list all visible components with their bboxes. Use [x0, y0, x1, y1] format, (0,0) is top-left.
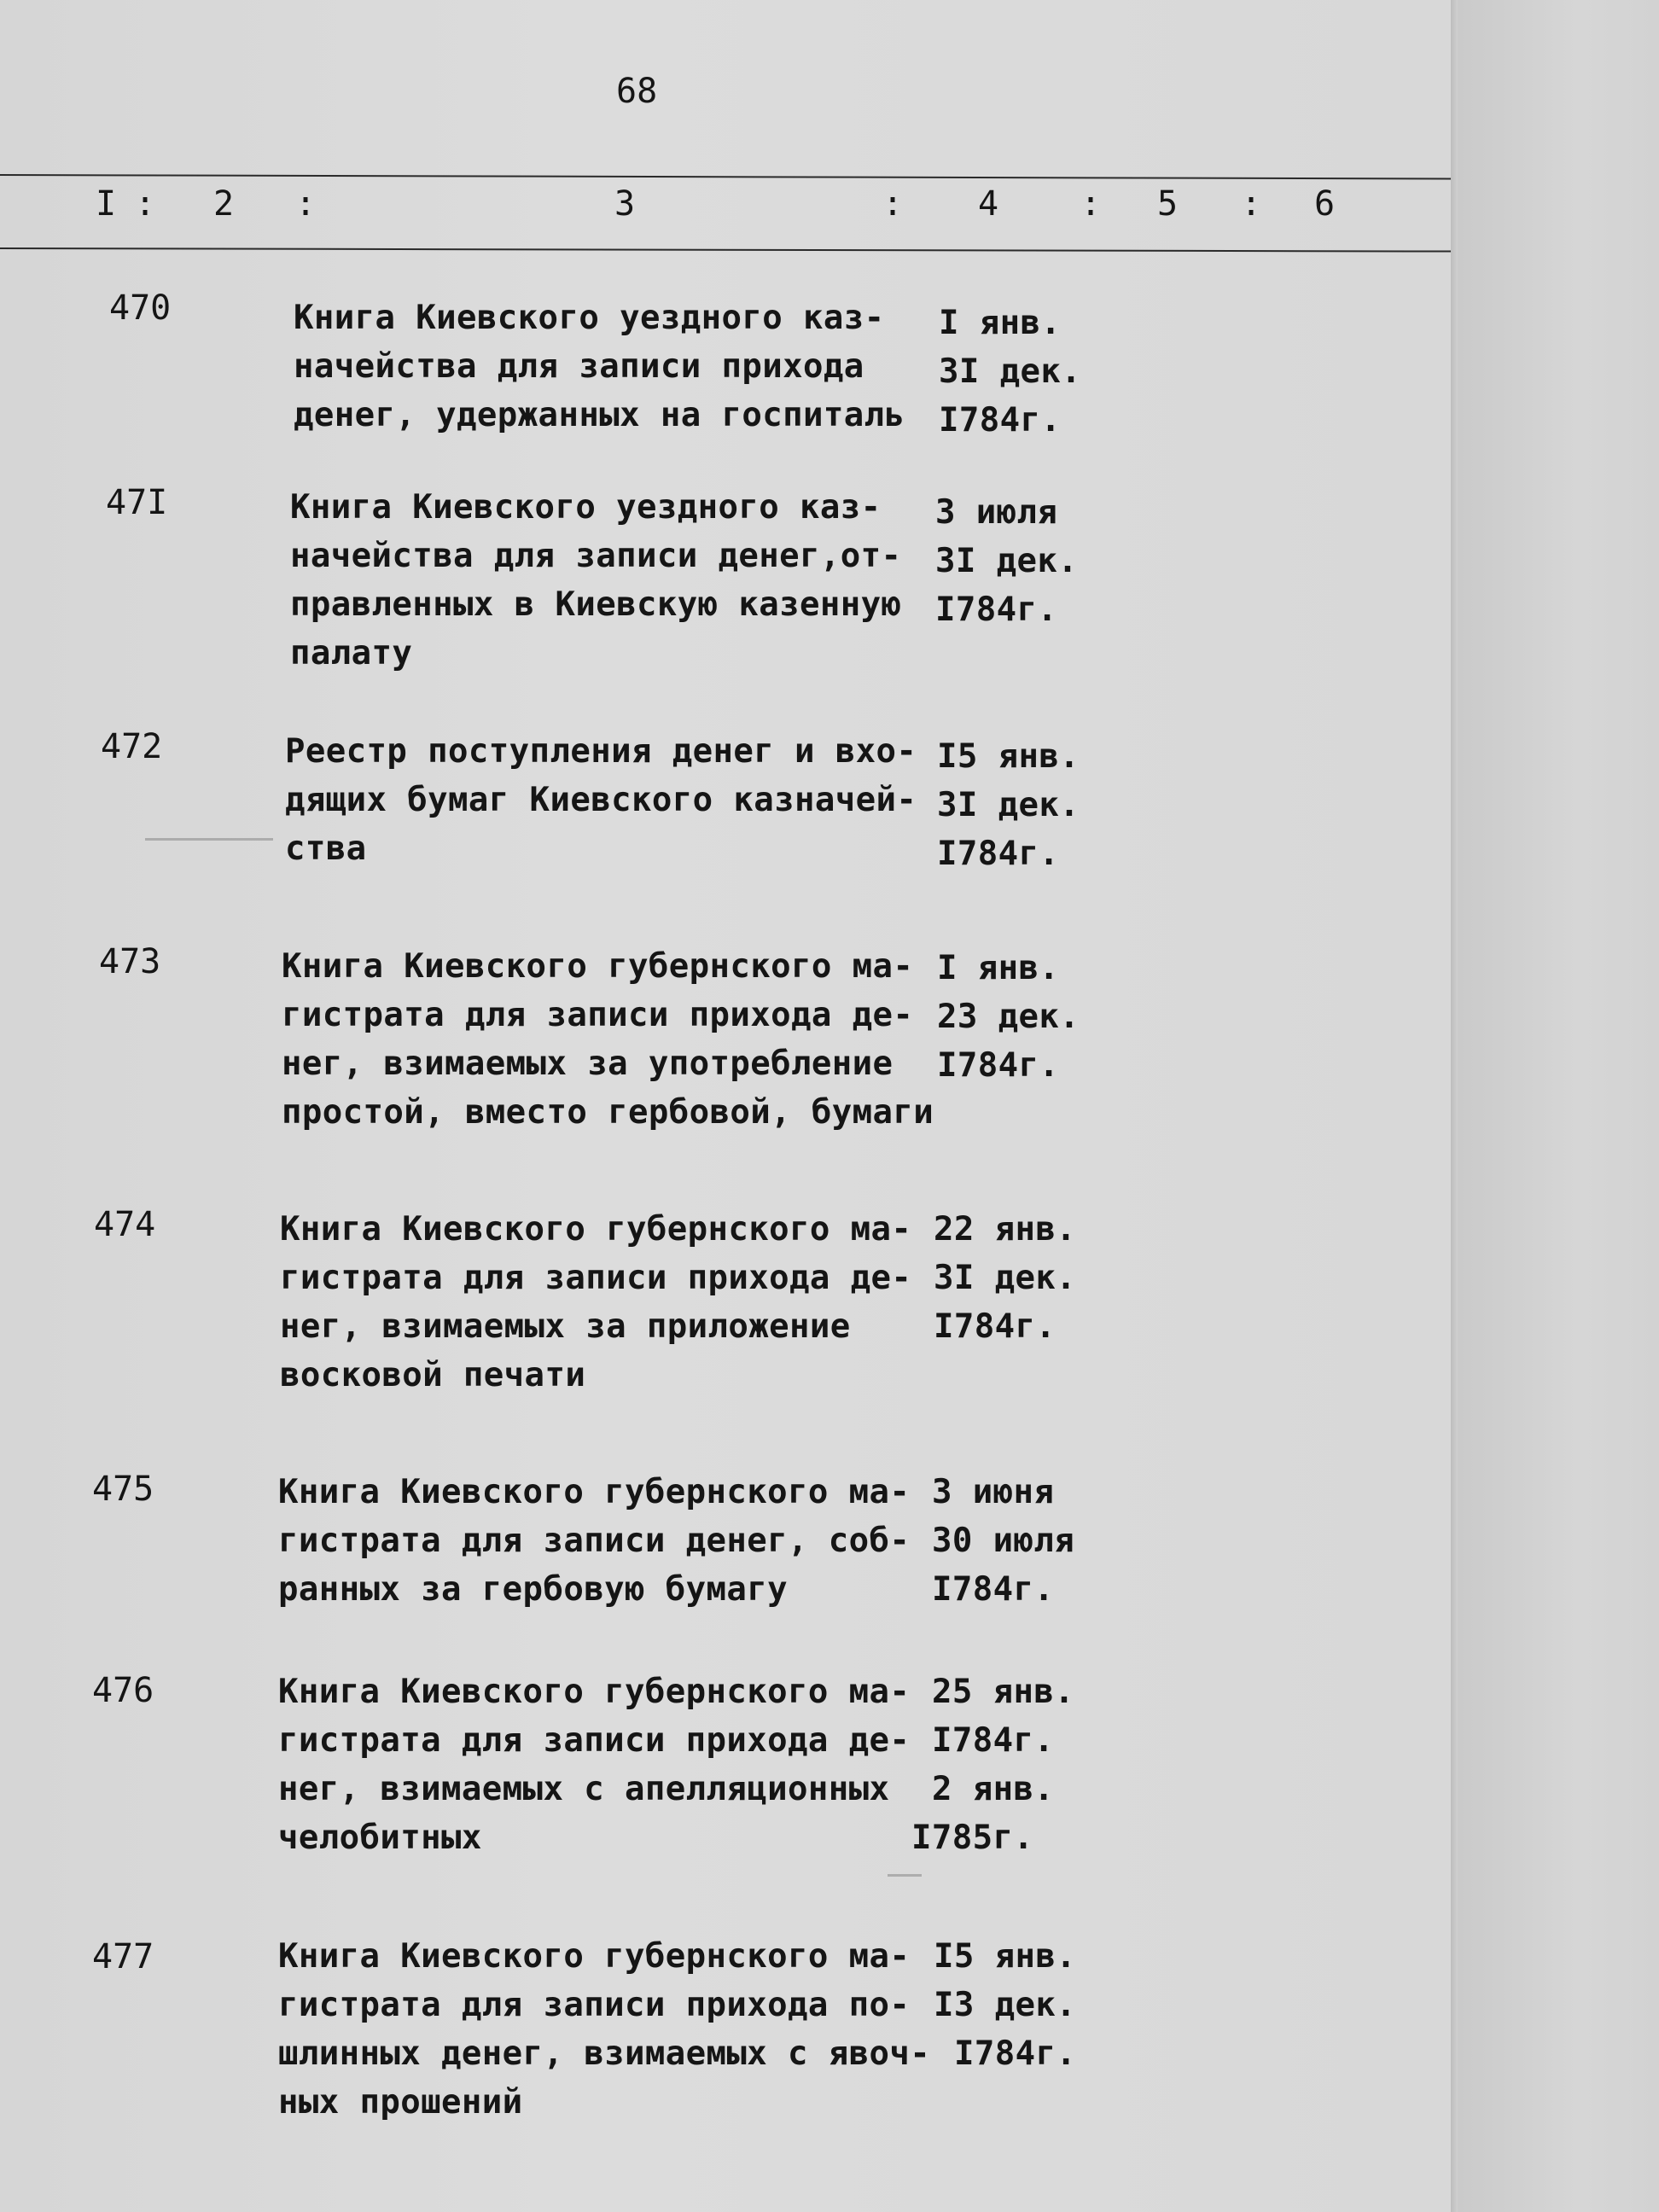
date-line: 23 дек. [937, 998, 1080, 1036]
column-separator: : [1241, 184, 1262, 224]
entry-description [290, 483, 901, 678]
description-line: начейства для записи денег,от- [290, 537, 902, 575]
entry-description [278, 1468, 910, 1614]
entry-dates [934, 1205, 1076, 1351]
date-line: 3I дек. [935, 542, 1079, 580]
column-header-4: 4 [978, 184, 999, 224]
column-header-3: 3 [614, 184, 636, 224]
description-line: шлинных денег, взимаемых с явоч- [278, 2034, 931, 2073]
entry-description [280, 1205, 911, 1400]
entry-number: 473 [99, 942, 161, 981]
entry-description [278, 1668, 910, 1862]
description-line: Книга Киевского губернского ма- [278, 1937, 911, 1976]
description-line: гистрата для записи прихода по- [278, 1986, 911, 2024]
description-line: ства [285, 830, 367, 868]
column-header-2: 2 [213, 184, 235, 224]
page-edge [1451, 0, 1458, 2212]
entry-number: 470 [109, 288, 172, 328]
description-line: восковой печати [280, 1356, 586, 1394]
date-line: 3I дек. [939, 352, 1082, 391]
date-line: 3I дек. [934, 1259, 1077, 1297]
date-line: 3I дек. [937, 786, 1080, 824]
date-line: I5 янв. [937, 737, 1080, 776]
entry-description [282, 942, 934, 1137]
date-line: I784г. [937, 835, 1060, 873]
scan-smudge [145, 838, 273, 841]
date-line: I785г. [911, 1819, 1034, 1857]
scan-smudge [888, 1874, 922, 1877]
date-line: 3 июля [935, 493, 1058, 532]
description-line: гистрата для записи прихода де- [280, 1259, 912, 1297]
description-line: дящих бумаг Киевского казначей- [285, 781, 917, 819]
date-line: I5 янв. [934, 1937, 1077, 1976]
description-line: палату [290, 634, 413, 672]
description-line: гистрата для записи прихода де- [278, 1721, 911, 1760]
date-line: I784г. [937, 1046, 1060, 1085]
date-line: I784г. [954, 2034, 1077, 2073]
description-line: Книга Киевского губернского ма- [280, 1210, 912, 1249]
description-line: Книга Киевского уездного каз- [294, 299, 885, 337]
entry-number: 477 [92, 1937, 154, 1976]
description-line: денег, удержанных на госпиталь [294, 396, 905, 434]
description-line: начейства для записи прихода [294, 347, 864, 386]
date-line: I784г. [935, 591, 1058, 629]
column-header-1: I [96, 184, 117, 224]
date-line: I янв. [937, 949, 1060, 987]
date-line: 25 янв. [932, 1673, 1075, 1711]
entry-dates [937, 732, 1080, 878]
description-line: Книга Киевского губернского ма- [278, 1673, 911, 1711]
entry-dates [932, 1468, 1074, 1614]
description-line: ранных за гербовую бумагу [278, 1570, 788, 1609]
date-line: I3 дек. [934, 1986, 1077, 2024]
entry-dates [937, 944, 1080, 1090]
date-line: I784г. [932, 1570, 1055, 1609]
column-header-6: 6 [1314, 184, 1336, 224]
description-line: ных прошений [278, 2083, 523, 2122]
description-line: нег, взимаемых за приложение [280, 1307, 851, 1346]
entry-number: 476 [92, 1671, 154, 1710]
entry-dates [911, 1668, 1075, 1862]
description-line: простой, вместо гербовой, бумаги [282, 1093, 934, 1132]
entry-number: 47I [106, 483, 168, 522]
description-line: гистрата для записи прихода де- [282, 996, 914, 1034]
column-separator: : [882, 184, 904, 224]
description-line: правленных в Киевскую казенную [290, 585, 902, 624]
date-line: I784г. [934, 1307, 1057, 1346]
description-line: гистрата для записи денег, соб- [278, 1522, 911, 1560]
date-line: 3 июня [932, 1473, 1055, 1511]
date-line: I янв. [939, 304, 1062, 342]
background-surface [1458, 0, 1659, 2212]
description-line: Реестр поступления денег и вхо- [285, 732, 917, 771]
description-line: челобитных [278, 1819, 482, 1857]
date-line: 22 янв. [934, 1210, 1077, 1249]
entry-dates [935, 488, 1078, 634]
entry-number: 475 [92, 1470, 154, 1509]
entry-dates [934, 1932, 1076, 2078]
column-header-5: 5 [1157, 184, 1179, 224]
column-separator: : [1080, 184, 1102, 224]
description-line: нег, взимаемых за употребление [282, 1045, 894, 1083]
entry-description [278, 1932, 930, 2127]
column-separator: : [295, 184, 317, 224]
entry-description [294, 294, 905, 439]
date-line: I784г. [932, 1721, 1055, 1760]
column-separator: : [135, 184, 156, 224]
entry-number: 472 [101, 727, 163, 766]
entry-dates [939, 299, 1081, 445]
description-line: Книга Киевского губернского ма- [278, 1473, 911, 1511]
entry-number: 474 [94, 1205, 156, 1244]
entry-description [285, 727, 917, 873]
description-line: нег, взимаемых с апелляционных [278, 1770, 890, 1808]
description-line: Книга Киевского губернского ма- [282, 947, 914, 986]
date-line: 30 июля [932, 1522, 1075, 1560]
page-number: 68 [616, 72, 658, 111]
description-line: Книга Киевского уездного каз- [290, 488, 882, 527]
date-line: I784г. [939, 401, 1062, 439]
date-line: 2 янв. [932, 1770, 1055, 1808]
